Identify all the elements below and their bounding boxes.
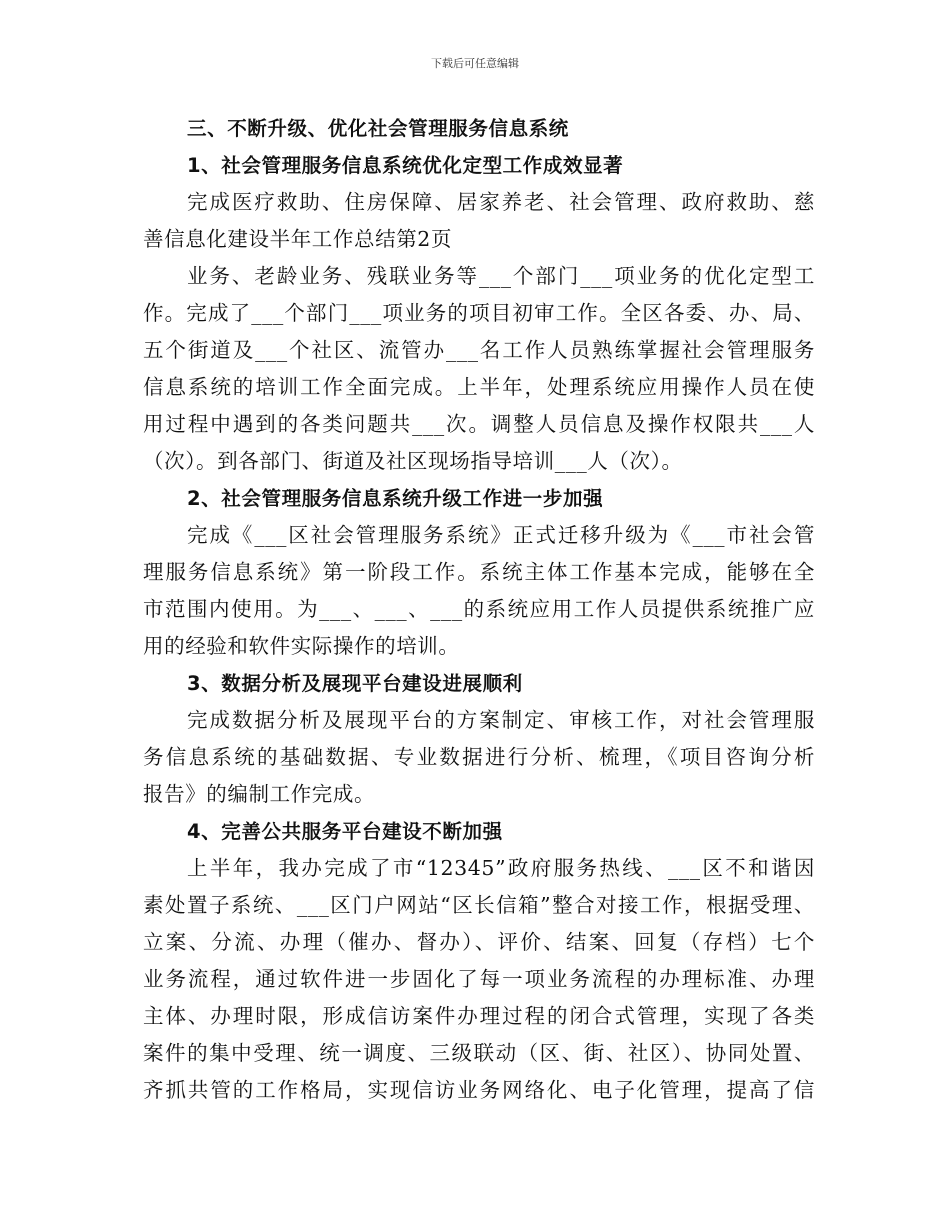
paragraph-line: 理服务信息系统》第一阶段工作。系统主体工作基本完成，能够在全 — [143, 560, 815, 584]
paragraph-line: 齐抓共管的工作格局，实现信访业务网络化、电子化管理，提高了信 — [143, 1078, 815, 1102]
paragraph-line: 五个街道及___个社区、流管办___名工作人员熟练掌握社会管理服务 — [143, 338, 815, 362]
paragraph-line: 用过程中遇到的各类问题共___次。调整人员信息及操作权限共___人 — [143, 412, 815, 436]
paragraph-line: 务信息系统的基础数据、专业数据进行分析、梳理，《项目咨询分析 — [143, 745, 815, 769]
page-header: 下载后可任意编辑 — [431, 57, 519, 70]
paragraph-line: 完成数据分析及展现平台的方案制定、审核工作，对社会管理服 — [187, 708, 815, 732]
paragraph-line: 素处置子系统、___区门户网站“区长信箱”整合对接工作，根据受理、 — [143, 893, 815, 917]
paragraph-line: 作。完成了___个部门___项业务的项目初审工作。全区各委、办、局、 — [143, 301, 815, 325]
section-heading: 三、不断升级、优化社会管理服务信息系统 — [187, 117, 569, 140]
paragraph-line: 案件的集中受理、统一调度、三级联动（区、街、社区）、协同处置、 — [143, 1041, 815, 1065]
subsection-heading-4: 4、完善公共服务平台建设不断加强 — [187, 820, 503, 843]
paragraph-line: 善信息化建设半年工作总结第2页 — [143, 227, 453, 251]
paragraph-line: 业务流程，通过软件进一步固化了每一项业务流程的办理标准、办理 — [143, 967, 815, 991]
paragraph-line: 市范围内使用。为___、___、___的系统应用工作人员提供系统推广应 — [143, 597, 815, 621]
paragraph-line: 立案、分流、办理（催办、督办）、评价、结案、回复（存档）七个 — [143, 930, 815, 954]
document-body — [143, 110, 815, 1109]
paragraph-line: 完成医疗救助、住房保障、居家养老、社会管理、政府救助、慈 — [187, 190, 815, 214]
paragraph-line: 报告》的编制工作完成。 — [143, 782, 376, 806]
subsection-heading-2: 2、社会管理服务信息系统升级工作进一步加强 — [187, 487, 604, 510]
paragraph-line: 上半年，我办完成了市“12345”政府服务热线、___区不和谐因 — [187, 856, 815, 880]
paragraph-line: 用的经验和软件实际操作的培训。 — [143, 634, 460, 658]
paragraph-line: 完成《___区社会管理服务系统》正式迁移升级为《___市社会管 — [187, 523, 815, 547]
subsection-heading-1: 1、社会管理服务信息系统优化定型工作成效显著 — [187, 154, 624, 177]
paragraph-line: 主体、办理时限，形成信访案件办理过程的闭合式管理，实现了各类 — [143, 1004, 815, 1028]
paragraph-line: （次）。到各部门、街道及社区现场指导培训___人（次）。 — [143, 449, 683, 473]
subsection-heading-3: 3、数据分析及展现平台建设进展顺利 — [187, 672, 523, 695]
paragraph-line: 业务、老龄业务、残联业务等___个部门___项业务的优化定型工 — [187, 264, 815, 288]
paragraph-line: 信息系统的培训工作全面完成。上半年，处理系统应用操作人员在使 — [143, 375, 815, 399]
